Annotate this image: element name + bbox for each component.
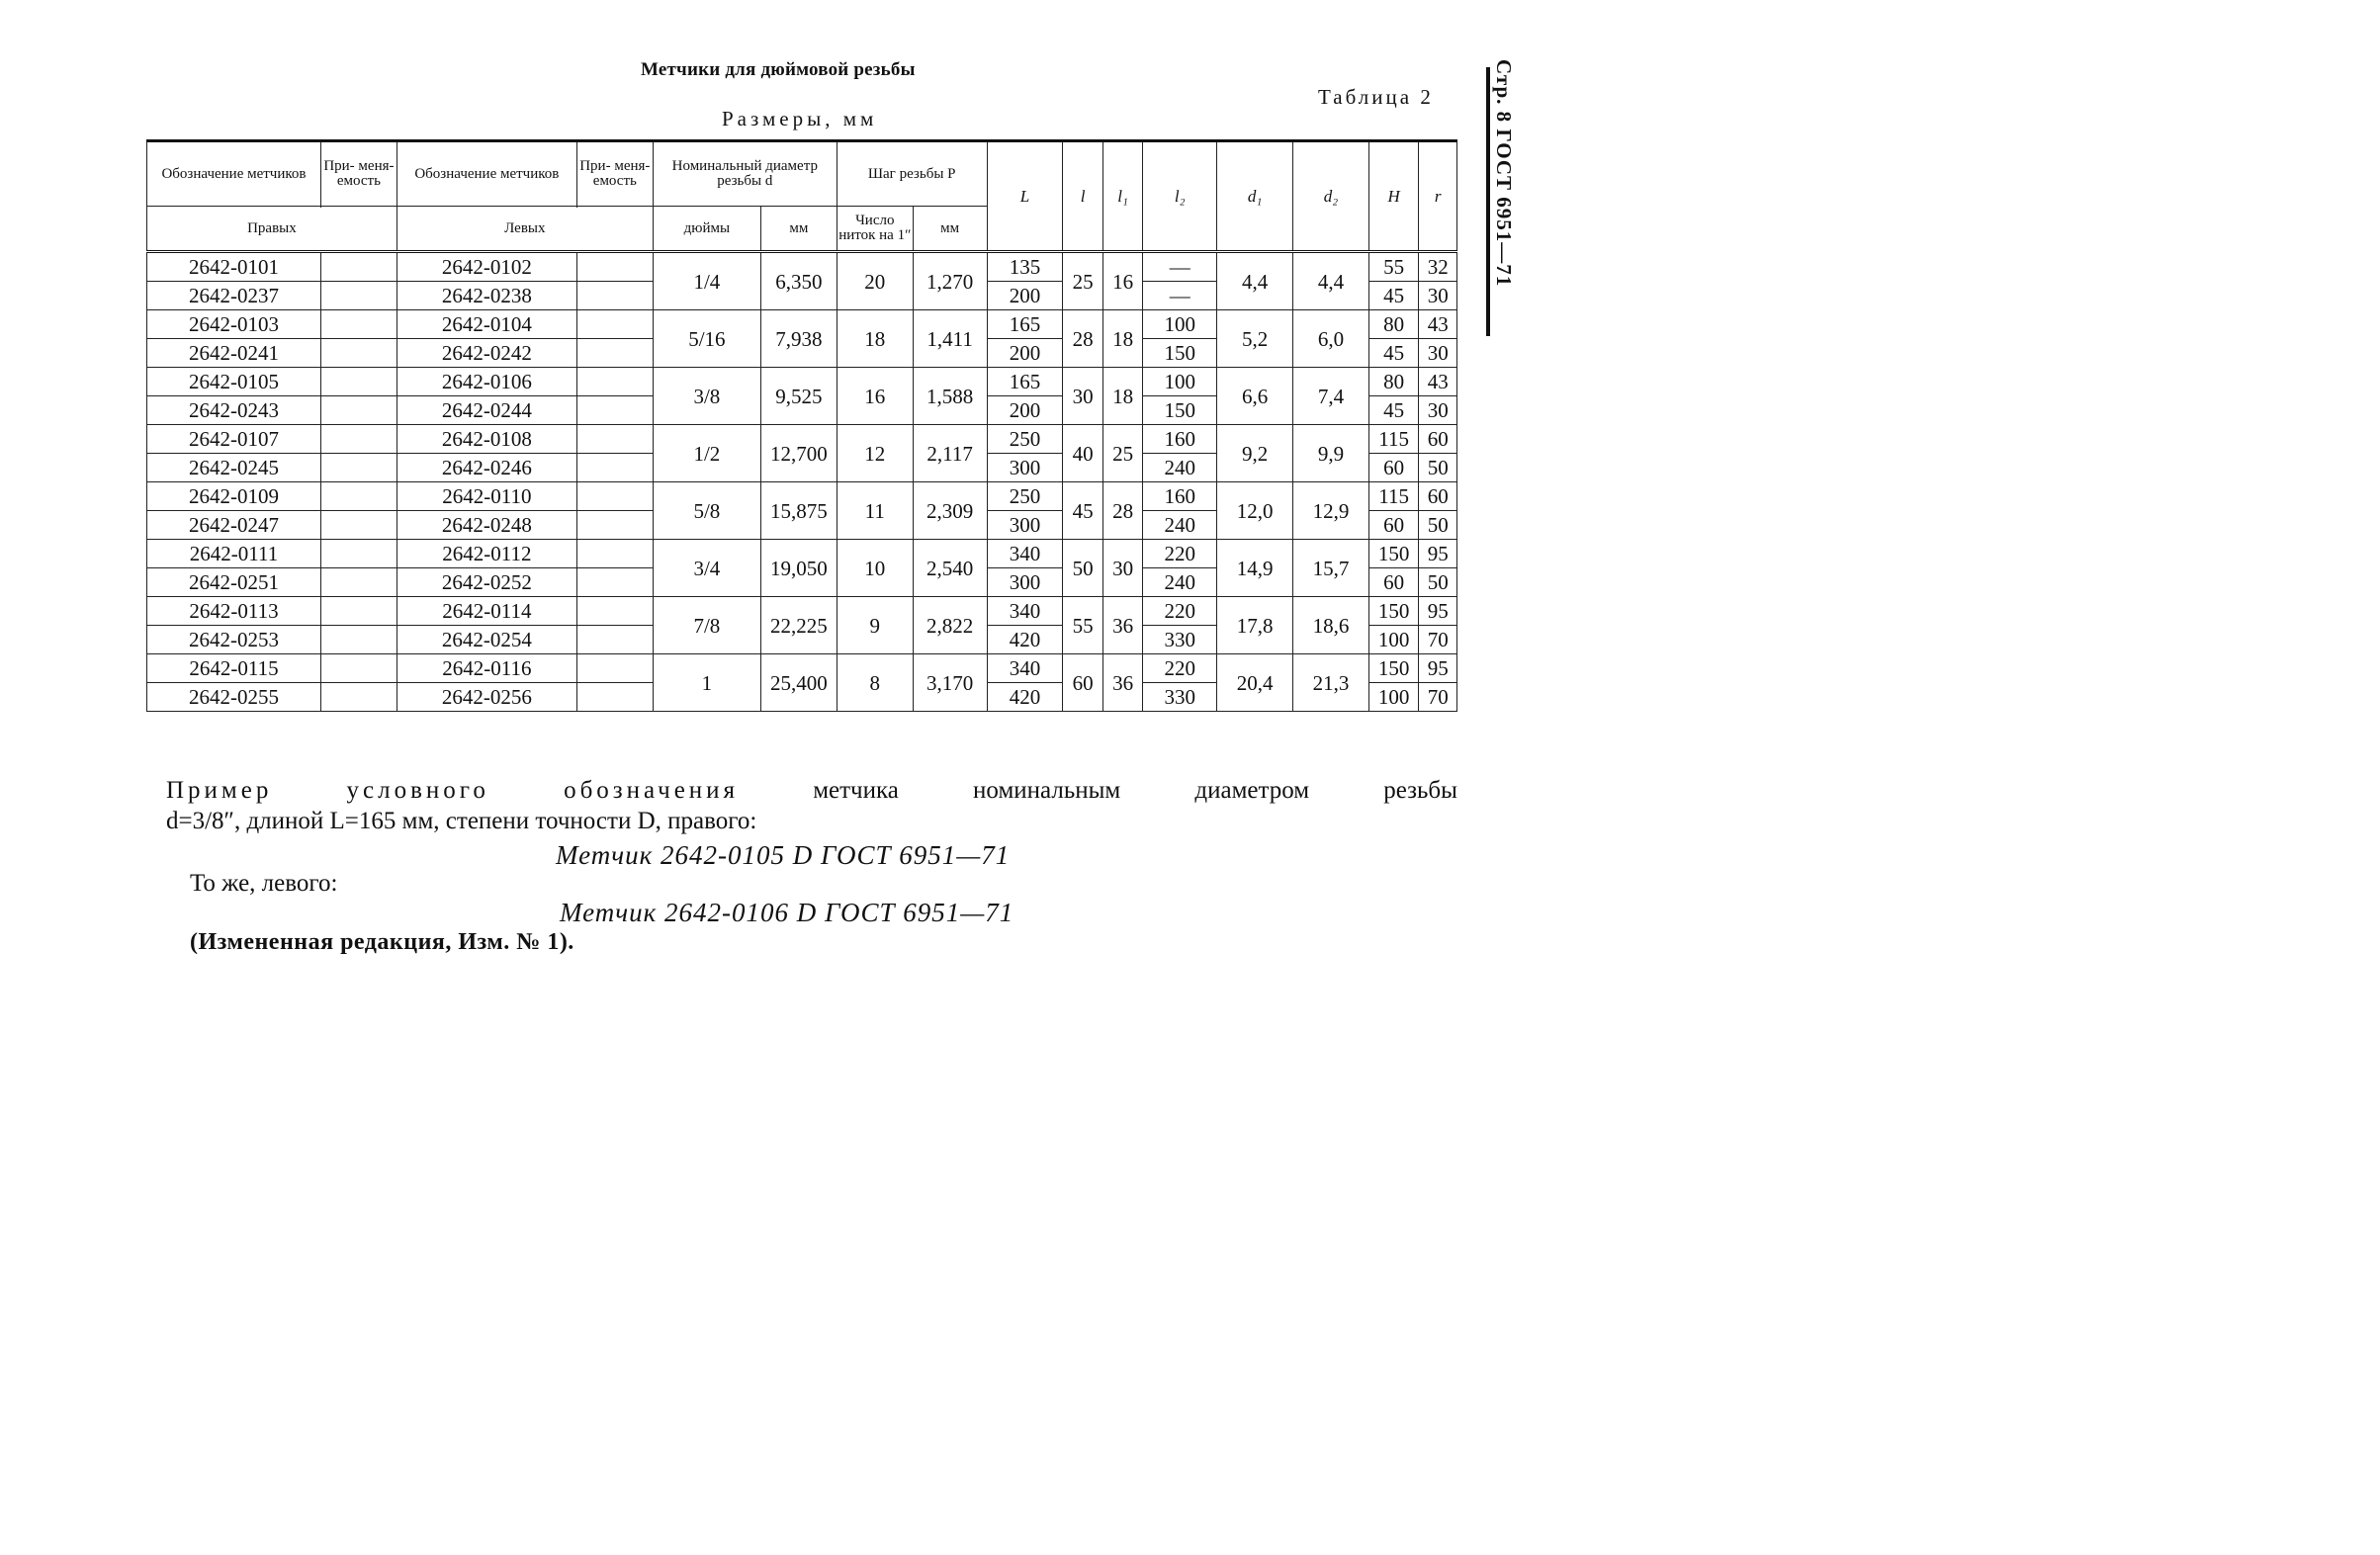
left-designation-cell: 2642-0244: [397, 396, 576, 425]
H-cell: 45: [1368, 396, 1419, 425]
length-l1-cell: 30: [1102, 540, 1142, 597]
d2-cell: 6,0: [1293, 310, 1369, 368]
left-applicability-cell: [576, 454, 653, 482]
header-thread-pitch: Шаг резьбы P: [837, 141, 987, 207]
header-applicability-left: При- меня- емость: [576, 141, 653, 207]
diameter-inch-cell: 1/2: [653, 425, 760, 482]
length-L-cell: 340: [987, 597, 1063, 626]
right-designation-cell: 2642-0253: [147, 626, 321, 654]
left-applicability-cell: [576, 540, 653, 568]
amendment-note: (Измененная редакция, Изм. № 1).: [190, 929, 574, 955]
length-l-cell: 25: [1063, 252, 1102, 310]
diameter-inch-cell: 5/8: [653, 482, 760, 540]
diameter-inch-cell: 3/4: [653, 540, 760, 597]
right-applicability-cell: [320, 339, 397, 368]
length-L-cell: 135: [987, 252, 1063, 282]
left-applicability-cell: [576, 425, 653, 454]
right-applicability-cell: [320, 568, 397, 597]
r-cell: 60: [1419, 425, 1457, 454]
r-cell: 43: [1419, 310, 1457, 339]
H-cell: 45: [1368, 282, 1419, 310]
d2-cell: 9,9: [1293, 425, 1369, 482]
example-word: Пример: [166, 777, 273, 804]
left-applicability-cell: [576, 396, 653, 425]
left-designation-cell: 2642-0256: [397, 683, 576, 712]
left-designation-cell: 2642-0112: [397, 540, 576, 568]
length-l-cell: 40: [1063, 425, 1102, 482]
length-l2-cell: —: [1143, 282, 1217, 310]
right-applicability-cell: [320, 540, 397, 568]
table-header: [147, 141, 1457, 252]
r-cell: 30: [1419, 396, 1457, 425]
table-row: [147, 482, 1457, 511]
H-cell: 80: [1368, 368, 1419, 396]
length-l-cell: 28: [1063, 310, 1102, 368]
right-designation-cell: 2642-0109: [147, 482, 321, 511]
length-l2-cell: 100: [1143, 368, 1217, 396]
length-l1-cell: 18: [1102, 310, 1142, 368]
taps-table: [146, 139, 1457, 712]
length-l-cell: 45: [1063, 482, 1102, 540]
right-designation-cell: 2642-0115: [147, 654, 321, 683]
d2-cell: 15,7: [1293, 540, 1369, 597]
right-applicability-cell: [320, 282, 397, 310]
r-cell: 50: [1419, 568, 1457, 597]
header-r: r: [1419, 141, 1457, 252]
pitch-mm-cell: 1,588: [913, 368, 987, 425]
length-l2-cell: 160: [1143, 482, 1217, 511]
length-L-cell: 300: [987, 568, 1063, 597]
r-cell: 70: [1419, 626, 1457, 654]
length-l1-cell: 16: [1102, 252, 1142, 310]
r-cell: 95: [1419, 540, 1457, 568]
diameter-mm-cell: 7,938: [760, 310, 837, 368]
length-l2-cell: 330: [1143, 626, 1217, 654]
left-applicability-cell: [576, 310, 653, 339]
length-l-cell: 30: [1063, 368, 1102, 425]
d2-cell: 4,4: [1293, 252, 1369, 310]
left-applicability-cell: [576, 626, 653, 654]
length-l-cell: 60: [1063, 654, 1102, 712]
length-l-cell: 50: [1063, 540, 1102, 597]
left-applicability-cell: [576, 654, 653, 683]
right-applicability-cell: [320, 396, 397, 425]
d2-cell: 18,6: [1293, 597, 1369, 654]
length-l2-cell: 160: [1143, 425, 1217, 454]
left-designation-cell: 2642-0106: [397, 368, 576, 396]
length-l2-cell: 330: [1143, 683, 1217, 712]
threads-per-inch-cell: 12: [837, 425, 913, 482]
length-l2-cell: 240: [1143, 511, 1217, 540]
H-cell: 60: [1368, 454, 1419, 482]
length-l2-cell: 100: [1143, 310, 1217, 339]
header-inches: дюймы: [653, 207, 760, 252]
threads-per-inch-cell: 18: [837, 310, 913, 368]
d2-cell: 7,4: [1293, 368, 1369, 425]
header-H: H: [1368, 141, 1419, 252]
d1-cell: 12,0: [1217, 482, 1293, 540]
H-cell: 115: [1368, 425, 1419, 454]
H-cell: 115: [1368, 482, 1419, 511]
right-designation-cell: 2642-0101: [147, 252, 321, 282]
d1-cell: 9,2: [1217, 425, 1293, 482]
length-L-cell: 165: [987, 310, 1063, 339]
left-applicability-cell: [576, 568, 653, 597]
left-applicability-cell: [576, 252, 653, 282]
length-L-cell: 200: [987, 339, 1063, 368]
d1-cell: 6,6: [1217, 368, 1293, 425]
header-nominal-diameter: Номинальный диаметр резьбы d: [653, 141, 837, 207]
table-row: [147, 654, 1457, 683]
right-designation-cell: 2642-0105: [147, 368, 321, 396]
diameter-mm-cell: 19,050: [760, 540, 837, 597]
right-designation-cell: 2642-0243: [147, 396, 321, 425]
length-L-cell: 165: [987, 368, 1063, 396]
right-applicability-cell: [320, 626, 397, 654]
header-l1: l₁: [1102, 141, 1142, 252]
r-cell: 30: [1419, 339, 1457, 368]
right-designation-cell: 2642-0111: [147, 540, 321, 568]
left-designation-cell: 2642-0104: [397, 310, 576, 339]
left-applicability-cell: [576, 511, 653, 540]
H-cell: 80: [1368, 310, 1419, 339]
right-applicability-cell: [320, 654, 397, 683]
length-l2-cell: 150: [1143, 339, 1217, 368]
header-L: L: [987, 141, 1063, 252]
diameter-mm-cell: 6,350: [760, 252, 837, 310]
example-word: обозначения: [564, 777, 740, 804]
right-applicability-cell: [320, 425, 397, 454]
example-word: условного: [346, 777, 489, 804]
same-left-label: То же, левого:: [190, 870, 338, 897]
diameter-inch-cell: 1/4: [653, 252, 760, 310]
right-applicability-cell: [320, 482, 397, 511]
right-applicability-cell: [320, 454, 397, 482]
length-l2-cell: 240: [1143, 454, 1217, 482]
length-L-cell: 340: [987, 540, 1063, 568]
H-cell: 150: [1368, 540, 1419, 568]
left-designation-cell: 2642-0238: [397, 282, 576, 310]
length-l2-cell: 150: [1143, 396, 1217, 425]
left-applicability-cell: [576, 683, 653, 712]
length-L-cell: 420: [987, 626, 1063, 654]
header-threads-per-inch: Число ниток на 1″: [837, 207, 913, 252]
pitch-mm-cell: 2,540: [913, 540, 987, 597]
right-applicability-cell: [320, 683, 397, 712]
threads-per-inch-cell: 8: [837, 654, 913, 712]
header-l2: l₂: [1143, 141, 1217, 252]
length-l2-cell: 220: [1143, 654, 1217, 683]
diameter-mm-cell: 12,700: [760, 425, 837, 482]
right-designation-cell: 2642-0255: [147, 683, 321, 712]
length-l1-cell: 36: [1102, 597, 1142, 654]
threads-per-inch-cell: 9: [837, 597, 913, 654]
threads-per-inch-cell: 10: [837, 540, 913, 597]
right-designation-cell: 2642-0241: [147, 339, 321, 368]
diameter-mm-cell: 9,525: [760, 368, 837, 425]
left-applicability-cell: [576, 482, 653, 511]
left-designation-cell: 2642-0108: [397, 425, 576, 454]
pitch-mm-cell: 2,822: [913, 597, 987, 654]
diameter-inch-cell: 7/8: [653, 597, 760, 654]
length-l1-cell: 36: [1102, 654, 1142, 712]
example-conditions: d=3/8″, длиной L=165 мм, степени точности D, правого:: [166, 808, 757, 834]
right-applicability-cell: [320, 511, 397, 540]
H-cell: 60: [1368, 511, 1419, 540]
left-applicability-cell: [576, 368, 653, 396]
r-cell: 32: [1419, 252, 1457, 282]
threads-per-inch-cell: 20: [837, 252, 913, 310]
length-L-cell: 340: [987, 654, 1063, 683]
d1-cell: 4,4: [1217, 252, 1293, 310]
length-L-cell: 300: [987, 511, 1063, 540]
d2-cell: 12,9: [1293, 482, 1369, 540]
table-row: [147, 425, 1457, 454]
right-designation-cell: 2642-0237: [147, 282, 321, 310]
left-designation-cell: 2642-0248: [397, 511, 576, 540]
diameter-mm-cell: 15,875: [760, 482, 837, 540]
table-row: [147, 252, 1457, 282]
header-l: l: [1063, 141, 1102, 252]
length-L-cell: 200: [987, 282, 1063, 310]
r-cell: 43: [1419, 368, 1457, 396]
header-right: Правых: [147, 207, 397, 252]
left-designation-cell: 2642-0116: [397, 654, 576, 683]
right-designation-cell: 2642-0107: [147, 425, 321, 454]
length-l2-cell: 220: [1143, 597, 1217, 626]
diameter-mm-cell: 25,400: [760, 654, 837, 712]
pitch-mm-cell: 2,117: [913, 425, 987, 482]
pitch-mm-cell: 2,309: [913, 482, 987, 540]
header-designation-left: Обозначение метчиков: [397, 141, 576, 207]
length-L-cell: 420: [987, 683, 1063, 712]
H-cell: 60: [1368, 568, 1419, 597]
length-L-cell: 250: [987, 425, 1063, 454]
r-cell: 60: [1419, 482, 1457, 511]
right-designation-cell: 2642-0245: [147, 454, 321, 482]
diameter-inch-cell: 3/8: [653, 368, 760, 425]
right-designation-cell: 2642-0247: [147, 511, 321, 540]
length-L-cell: 200: [987, 396, 1063, 425]
length-l2-cell: 220: [1143, 540, 1217, 568]
left-designation-cell: 2642-0254: [397, 626, 576, 654]
table-row: [147, 310, 1457, 339]
page-title: Метчики для дюймовой резьбы: [641, 59, 916, 80]
left-applicability-cell: [576, 339, 653, 368]
table-row: [147, 540, 1457, 568]
H-cell: 45: [1368, 339, 1419, 368]
header-diameter-mm: мм: [760, 207, 837, 252]
H-cell: 55: [1368, 252, 1419, 282]
table-caption: Размеры, мм: [722, 107, 878, 130]
left-designation-cell: 2642-0246: [397, 454, 576, 482]
table-row: [147, 597, 1457, 626]
left-designation-cell: 2642-0252: [397, 568, 576, 597]
right-designation-cell: 2642-0103: [147, 310, 321, 339]
pitch-mm-cell: 1,411: [913, 310, 987, 368]
right-applicability-cell: [320, 310, 397, 339]
right-designation-cell: 2642-0251: [147, 568, 321, 597]
example-word: номинальным: [973, 777, 1121, 804]
side-header-text: Стр. 8 ГОСТ 6951—71: [1492, 59, 1516, 288]
length-l1-cell: 28: [1102, 482, 1142, 540]
r-cell: 95: [1419, 654, 1457, 683]
diameter-inch-cell: 5/16: [653, 310, 760, 368]
pitch-mm-cell: 3,170: [913, 654, 987, 712]
H-cell: 150: [1368, 597, 1419, 626]
r-cell: 30: [1419, 282, 1457, 310]
d1-cell: 17,8: [1217, 597, 1293, 654]
header-applicability-right: При- меня- емость: [320, 141, 397, 207]
left-designation-cell: 2642-0110: [397, 482, 576, 511]
table-body: [147, 252, 1457, 712]
d1-cell: 20,4: [1217, 654, 1293, 712]
table-number: Таблица 2: [1318, 85, 1434, 109]
header-d2: d₂: [1293, 141, 1369, 252]
pitch-mm-cell: 1,270: [913, 252, 987, 310]
right-designation-cell: 2642-0113: [147, 597, 321, 626]
r-cell: 95: [1419, 597, 1457, 626]
d1-cell: 5,2: [1217, 310, 1293, 368]
H-cell: 100: [1368, 683, 1419, 712]
length-l1-cell: 18: [1102, 368, 1142, 425]
diameter-inch-cell: 1: [653, 654, 760, 712]
r-cell: 50: [1419, 511, 1457, 540]
example-word: метчика: [813, 777, 899, 804]
right-applicability-cell: [320, 597, 397, 626]
r-cell: 50: [1419, 454, 1457, 482]
left-designation-cell: 2642-0242: [397, 339, 576, 368]
threads-per-inch-cell: 16: [837, 368, 913, 425]
header-left: Левых: [397, 207, 653, 252]
left-applicability-cell: [576, 597, 653, 626]
designation-right-example: Метчик 2642-0105 D ГОСТ 6951—71: [556, 840, 1011, 870]
side-header: [1491, 59, 1531, 336]
table-row: [147, 368, 1457, 396]
example-word: диаметром: [1194, 777, 1310, 804]
right-applicability-cell: [320, 252, 397, 282]
designation-left-example: Метчик 2642-0106 D ГОСТ 6951—71: [560, 898, 1014, 927]
length-L-cell: 300: [987, 454, 1063, 482]
left-designation-cell: 2642-0114: [397, 597, 576, 626]
length-l1-cell: 25: [1102, 425, 1142, 482]
length-L-cell: 250: [987, 482, 1063, 511]
d2-cell: 21,3: [1293, 654, 1369, 712]
H-cell: 100: [1368, 626, 1419, 654]
length-l2-cell: —: [1143, 252, 1217, 282]
length-l2-cell: 240: [1143, 568, 1217, 597]
example-intro: [166, 775, 1457, 806]
header-designation-right: Обозначение метчиков: [147, 141, 321, 207]
header-pitch-mm: мм: [913, 207, 987, 252]
side-rule: [1486, 67, 1490, 336]
length-l-cell: 55: [1063, 597, 1102, 654]
header-d1: d₁: [1217, 141, 1293, 252]
left-applicability-cell: [576, 282, 653, 310]
r-cell: 70: [1419, 683, 1457, 712]
H-cell: 150: [1368, 654, 1419, 683]
d1-cell: 14,9: [1217, 540, 1293, 597]
example-word: резьбы: [1383, 777, 1457, 804]
threads-per-inch-cell: 11: [837, 482, 913, 540]
diameter-mm-cell: 22,225: [760, 597, 837, 654]
right-applicability-cell: [320, 368, 397, 396]
left-designation-cell: 2642-0102: [397, 252, 576, 282]
